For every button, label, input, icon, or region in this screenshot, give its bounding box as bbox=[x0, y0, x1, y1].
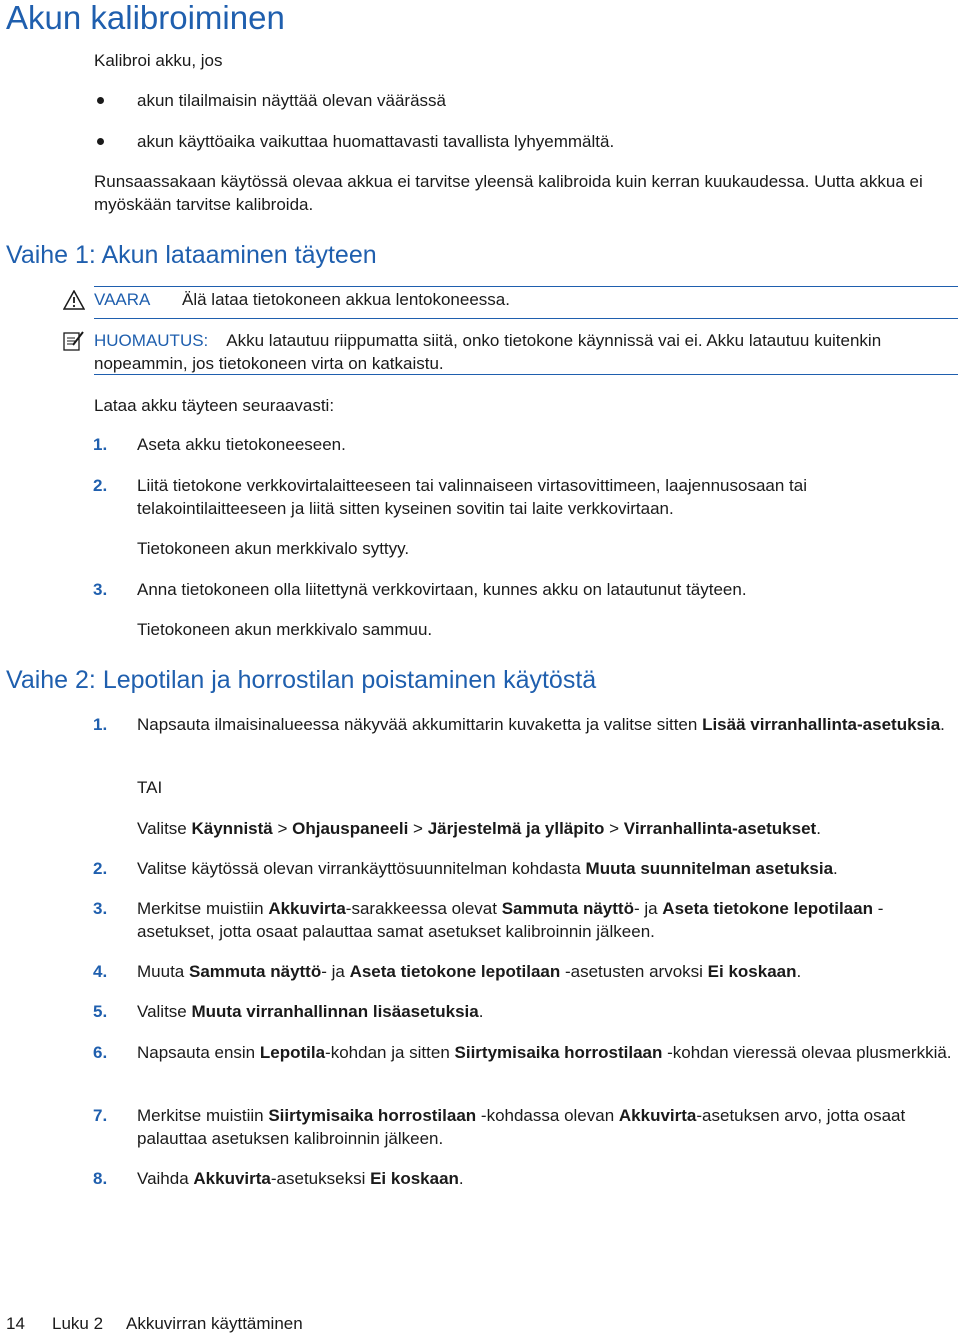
section-heading-1: Vaihe 1: Akun lataaminen täyteen bbox=[6, 241, 377, 269]
step-number: 3. bbox=[93, 899, 108, 918]
step-text: Valitse käytössä olevan virrankäyttösuunnitelman kohdasta Muuta suunnitelman asetuksia. bbox=[137, 859, 838, 878]
page-title: Akun kalibroiminen bbox=[6, 0, 285, 36]
lead-text: Lataa akku täyteen seuraavasti: bbox=[94, 396, 335, 415]
warning-label: VAARA bbox=[94, 290, 151, 309]
warning-text: Älä lataa tietokoneen akkua lentokoneessa. bbox=[182, 290, 510, 309]
step-number: 5. bbox=[93, 1002, 108, 1021]
bullet-item: akun tilailmaisin näyttää olevan väärässä bbox=[137, 91, 447, 110]
step-text: Merkitse muistiin Akkuvirta-sarakkeessa olevat Sammuta näyttö- ja Aseta tietokone lepotilaan -asetukset, jotta osaat palauttaa samat asetukset kalibroinnin jälkeen. bbox=[137, 899, 884, 941]
page-number: 14 bbox=[6, 1314, 25, 1333]
step-text: Napsauta ensin Lepotila-kohdan ja sitten Siirtymisaika horrostilaan -kohdan vieressä olevaa plusmerkkiä. bbox=[137, 1043, 952, 1062]
step-text: Anna tietokoneen olla liitettynä verkkovirtaan, kunnes akku on latautunut täyteen. bbox=[137, 580, 747, 599]
bullet-item: akun käyttöaika vaikuttaa huomattavasti tavallista lyhyemmältä. bbox=[137, 132, 615, 151]
intro-paragraph: Runsaassakaan käytössä olevaa akkua ei tarvitse yleensä kalibroida kuin kerran kuukaudessa. Uutta akkua ei myöskään tarvitse kalibroida. bbox=[94, 172, 923, 214]
step-number: 7. bbox=[93, 1106, 108, 1125]
step-number: 2. bbox=[93, 476, 108, 495]
note-text: Akku latautuu riippumatta siitä, onko tietokone käynnissä vai ei. Akku latautuu kuitenkin nopeammin, jos tietokoneen virta on katkaistu. bbox=[94, 331, 882, 373]
step-alt: Valitse Käynnistä > Ohjauspaneeli > Järjestelmä ja ylläpito > Virranhallinta-asetukset. bbox=[137, 819, 821, 838]
footer-chapter: Luku 2 bbox=[52, 1314, 104, 1333]
warning-top-rule bbox=[94, 286, 958, 287]
step-number: 8. bbox=[93, 1169, 108, 1188]
bullet-icon bbox=[97, 138, 104, 145]
note-icon bbox=[62, 330, 86, 352]
step-text: Vaihda Akkuvirta-asetukseksi Ei koskaan. bbox=[137, 1169, 464, 1188]
step-number: 1. bbox=[93, 435, 108, 454]
note-label: HUOMAUTUS: bbox=[94, 331, 209, 350]
section-heading-2: Vaihe 2: Lepotilan ja horrostilan poistaminen käytöstä bbox=[6, 666, 597, 694]
step-number: 6. bbox=[93, 1043, 108, 1062]
step-text: Aseta akku tietokoneeseen. bbox=[137, 435, 346, 454]
step-text: Napsauta ilmaisinalueessa näkyvää akkumittarin kuvaketta ja valitse sitten Lisää virranhallinta-asetuksia. bbox=[137, 715, 945, 734]
step-result: Tietokoneen akun merkkivalo sammuu. bbox=[137, 620, 433, 639]
step-result: Tietokoneen akun merkkivalo syttyy. bbox=[137, 539, 410, 558]
step-number: 2. bbox=[93, 859, 108, 878]
step-number: 1. bbox=[93, 715, 108, 734]
step-or: TAI bbox=[137, 778, 163, 797]
step-number: 3. bbox=[93, 580, 108, 599]
note-bottom-rule bbox=[94, 374, 958, 375]
step-text: Muuta Sammuta näyttö- ja Aseta tietokone lepotilaan -asetusten arvoksi Ei koskaan. bbox=[137, 962, 802, 981]
step-number: 4. bbox=[93, 962, 108, 981]
warning-icon bbox=[63, 290, 85, 310]
bullet-icon bbox=[97, 97, 104, 104]
intro-text: Kalibroi akku, jos bbox=[94, 51, 223, 70]
note-block bbox=[94, 329, 958, 375]
step-text: Liitä tietokone verkkovirtalaitteeseen tai valinnaiseen virtasovittimeen, laajennusosaan tai telakointilaitteeseen ja liitä sitten kyseinen sovitin tai laite verkkovirtaan. bbox=[137, 476, 807, 518]
step-text: Valitse Muuta virranhallinnan lisäasetuksia. bbox=[137, 1002, 484, 1021]
note-top-rule bbox=[94, 318, 958, 319]
step-text: Merkitse muistiin Siirtymisaika horrostilaan -kohdassa olevan Akkuvirta-asetuksen arvo, jotta osaat palauttaa asetuksen kalibroinnin jälkeen. bbox=[137, 1106, 906, 1148]
footer-chapter-title: Akkuvirran käyttäminen bbox=[126, 1314, 303, 1333]
